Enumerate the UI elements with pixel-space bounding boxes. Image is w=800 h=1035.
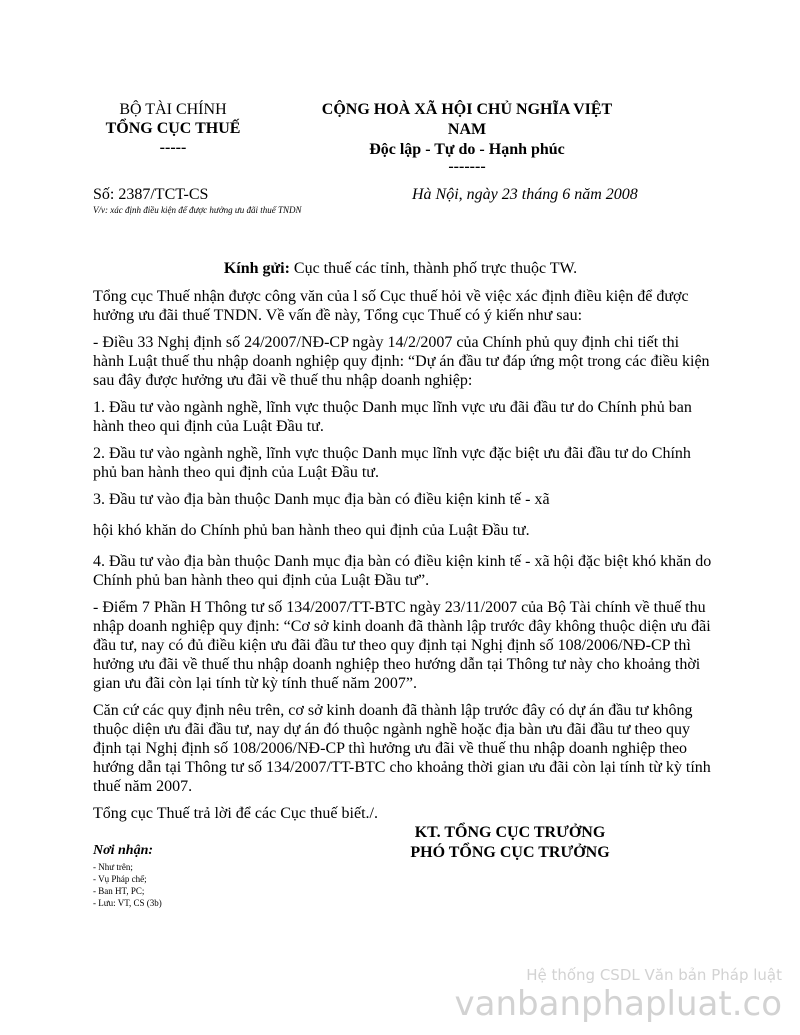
issuer-header: [88, 100, 258, 157]
document-date: Hà Nội, ngày 23 tháng 6 năm 2008: [412, 186, 638, 203]
site-watermark: [455, 966, 782, 1024]
body-paragraph-3: 1. Đầu tư vào ngành nghề, lĩnh vực thuộc Danh mục lĩnh vực ưu đãi đầu tư do Chính phủ ban hành theo qui định của Luật Đầu tư.: [93, 399, 692, 435]
body-paragraph-7: 4. Đầu tư vào địa bàn thuộc Danh mục địa bàn có điều kiện kinh tế - xã hội đặc biệt khó khăn do Chính phủ ban hành theo qui định của Luật Đầu tư”.: [93, 553, 712, 589]
recipient-item: - Ban HT, PC;: [93, 886, 145, 896]
body-paragraph-8: - Điểm 7 Phần H Thông tư số 134/2007/TT-BTC ngày 23/11/2007 của Bộ Tài chính về thuế thu nhập doanh nghiệp quy định: “Cơ sở kinh doanh đã thành lập trước đây không thuộc diện ưu đãi đầu tư, nay có đủ điều kiện ưu đãi đầu tư theo quy định tại Nghị định số 108/2006/NĐ-CP thì hưởng ưu đãi về thuế thu nhập doanh nghiệp theo hướng dẫn tại Thông tư này cho khoảng thời gian ưu đãi còn lại tính từ kỳ tính thuế năm 2007”.: [93, 599, 711, 692]
body-paragraph-10: Tổng cục Thuế trả lời để các Cục thuế biết./.: [93, 805, 378, 822]
country-name-line1: CỘNG HOÀ XÃ HỘI CHỦ NGHĨA VIỆT: [321, 101, 613, 118]
recipients-list: [93, 861, 162, 909]
recipient-text: Cục thuế các tỉnh, thành phố trực thuộc TW.: [289, 260, 578, 277]
watermark-line2: vanbanphapluat.co: [454, 984, 782, 1024]
department-name: TỔNG CỤC THUẾ: [105, 120, 241, 137]
recipients-title: Nơi nhận:: [93, 843, 154, 858]
issuer-separator: -----: [159, 139, 187, 156]
document-subject: V/v: xác định điều kiện để được hưởng ưu đãi thuế TNDN: [93, 205, 302, 215]
national-header: [312, 100, 622, 174]
recipient-line: [93, 260, 708, 278]
body-paragraph-2: - Điều 33 Nghị định số 24/2007/NĐ-CP ngày 14/2/2007 của Chính phủ quy định chi tiết thi hành Luật thuế thu nhập doanh nghiệp quy định: “Dự án đầu tư đáp ứng một trong các điều kiện sau đây được hưởng ưu đãi về thuế thu nhập doanh nghiệp:: [93, 334, 710, 389]
document-number: Số: 2387/TCT-CS: [93, 186, 209, 203]
motto-separator: -------: [448, 158, 486, 175]
recipient-item: - Lưu: VT, CS (3b): [93, 898, 162, 908]
signature-line1: KT. TỔNG CỤC TRƯỞNG: [414, 824, 606, 841]
body-paragraph-9: Căn cứ các quy định nêu trên, cơ sở kinh doanh đã thành lập trước đây có dự án đầu tư không thuộc diện ưu đãi đầu tư, nay dự án đó thuộc ngành nghề hoặc địa bàn ưu đãi đầu tư theo quy định tại Nghị định số 108/2006/NĐ-CP thì hưởng ưu đãi về thuế thu nhập doanh nghiệp theo hướng dẫn tại Thông tư số 134/2007/TT-BTC cho khoảng thời gian ưu đãi còn lại tính từ kỳ tính thuế năm 2007.: [93, 702, 711, 795]
document-body: [93, 287, 713, 831]
national-motto: Độc lập - Tự do - Hạnh phúc: [369, 141, 565, 158]
body-paragraph-6: hội khó khăn do Chính phủ ban hành theo qui định của Luật Đầu tư.: [93, 522, 530, 539]
body-paragraph-5: 3. Đầu tư vào địa bàn thuộc Danh mục địa bàn có điều kiện kinh tế - xã: [93, 491, 550, 508]
signature-line2: PHÓ TỔNG CỤC TRƯỞNG: [410, 844, 610, 861]
body-paragraph-1: Tổng cục Thuế nhận được công văn của l số Cục thuế hỏi về việc xác định điều kiện để được hưởng ưu đãi thuế TNDN. Về vấn đề này, Tổng cục Thuế có ý kiến như sau:: [93, 288, 689, 324]
body-paragraph-4: 2. Đầu tư vào ngành nghề, lĩnh vực thuộc Danh mục lĩnh vực đặc biệt ưu đãi đầu tư do Chính phủ ban hành theo qui định của Luật Đầu tư.: [93, 445, 691, 481]
recipient-label: Kính gửi:: [223, 260, 290, 277]
ministry-name: BỘ TÀI CHÍNH: [119, 101, 227, 118]
watermark-line1: Hệ thống CSDL Văn bản Pháp luật: [526, 966, 782, 984]
signature-block: [390, 823, 630, 863]
recipient-item: - Như trên;: [93, 862, 133, 872]
country-name-line2: NAM: [447, 121, 487, 138]
recipient-item: - Vụ Pháp chế;: [93, 874, 147, 884]
